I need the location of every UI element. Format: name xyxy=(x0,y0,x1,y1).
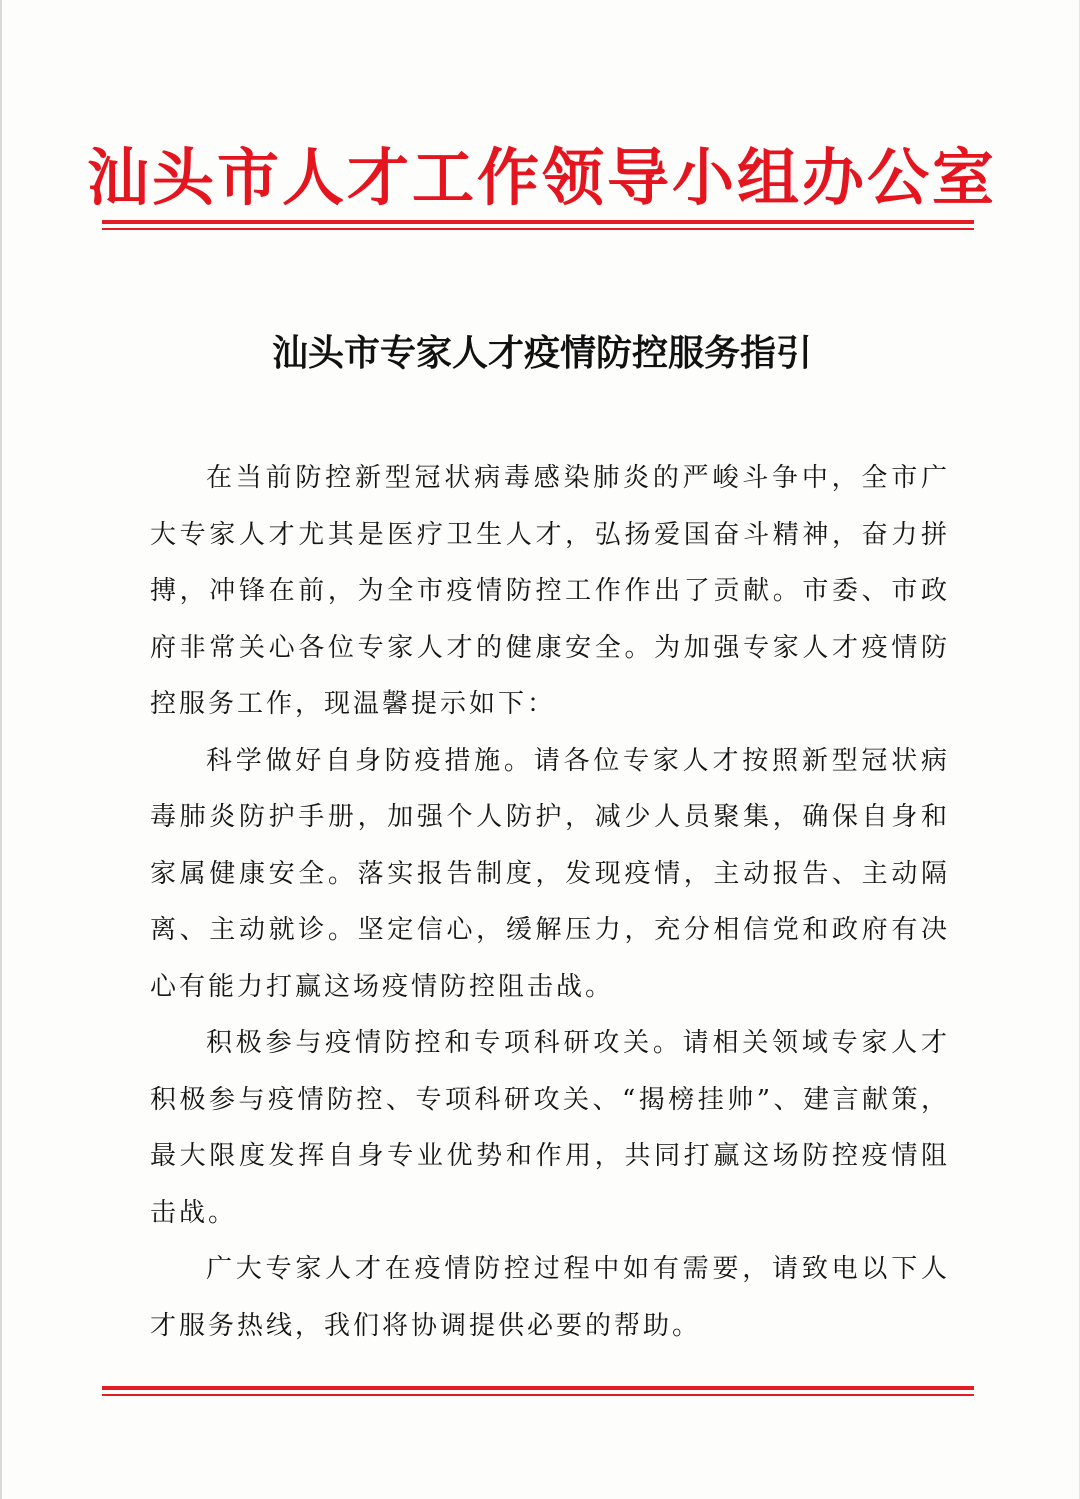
issuer-masthead: 汕头市人才工作领导小组办公室 xyxy=(86,141,997,214)
body-paragraph: 广大专家人才在疫情防控过程中如有需要，请致电以下人才服务热线，我们将协调提供必要的帮助。 xyxy=(150,1254,950,1341)
body-paragraph: 科学做好自身防疫措施。请各位专家人才按照新型冠状病毒肺炎防护手册，加强个人防护，减少人员聚集，确保自身和家属健康安全。落实报告制度，发现疫情，主动报告、主动隔离、主动就诊。坚定信心，缓解压力，充分相信党和政府有决心有能力打赢这场疫情防控阻击战。 xyxy=(150,745,950,1002)
body-paragraph: 在当前防控新型冠状病毒感染肺炎的严峻斗争中，全市广大专家人才尤其是医疗卫生人才，弘扬爱国奋斗精神，奋力拼搏，冲锋在前，为全市疫情防控工作作出了贡献。市委、市政府非常关心各位专家人才的健康安全。为加强专家人才疫情防控服务工作，现温馨提示如下： xyxy=(150,463,950,719)
red-footer-rule xyxy=(102,1386,974,1396)
document-title: 汕头市专家人才疫情防控服务指引 xyxy=(271,332,812,374)
red-header-rule xyxy=(102,220,974,230)
document-body xyxy=(150,450,950,1354)
body-paragraph: 积极参与疫情防控和专项科研攻关。请相关领域专家人才积极参与疫情防控、专项科研攻关、“揭榜挂帅”、建言献策，最大限度发挥自身专业优势和作用，共同打赢这场防控疫情阻击战。 xyxy=(150,1028,950,1228)
